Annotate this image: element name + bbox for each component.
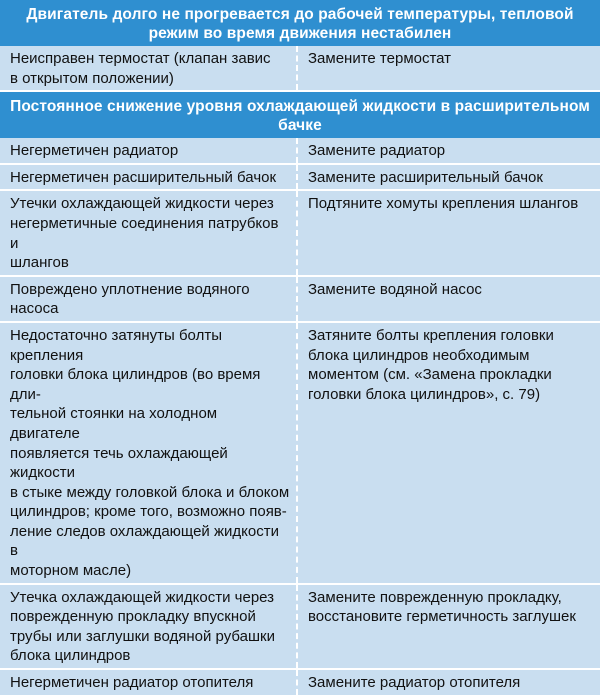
cause-cell: Повреждено уплотнение водяного насоса	[0, 277, 298, 321]
remedy-cell: Подтяните хомуты крепления шлангов	[308, 195, 579, 213]
table-row	[0, 668, 600, 695]
cause-cell: Утечка охлаждающей жидкости через поврежденную прокладку впускной трубы или заглушки водяной рубашки блока цилиндров	[0, 585, 298, 668]
section-header-coolant-loss	[0, 92, 600, 138]
cause-cell: Негерметичен радиатор	[0, 138, 298, 163]
remedy-cell: Замените термостат	[308, 50, 452, 67]
cause-cell: Утечки охлаждающей жидкости через негерметичные соединения патрубков и шлангов	[0, 191, 298, 274]
table-row	[0, 275, 600, 321]
table-row	[0, 189, 600, 274]
table-row	[0, 46, 600, 90]
remedy-cell: Затяните болты крепления головки блока цилиндров необходимым моментом (см. «Замена прокладки головки блока цилиндров», с. 79)	[308, 326, 554, 403]
cause-cell: Неисправен термостат (клапан завис в открытом положении)	[0, 46, 298, 90]
table-row	[0, 163, 600, 190]
remedy-cell: Замените радиатор отопителя	[308, 674, 521, 692]
cause-cell: Негерметичен радиатор отопителя	[0, 670, 298, 695]
section-header-text: Двигатель долго не прогревается до рабочей температуры, тепловой режим во время движения нестабилен	[26, 6, 574, 42]
remedy-cell: Замените расширительный бачок	[308, 168, 543, 186]
table-row	[0, 138, 600, 163]
remedy-cell: Замените водяной насос	[308, 280, 482, 298]
remedy-cell: Замените поврежденную прокладку, восстановите герметичность заглушек	[308, 588, 576, 626]
section-header-warmup	[0, 0, 600, 46]
cause-cell: Недостаточно затянуты болты крепления головки блока цилиндров (во время дли- тельной стоянки на холодном двигателе появляется течь охлаждающей жидкости в стыке между головкой блока и блоком цилиндров; кроме того, возможно появ- ление следов охлаждающей жидкости в моторном масле)	[0, 323, 298, 583]
remedy-cell: Замените радиатор	[308, 142, 446, 160]
table-row	[0, 583, 600, 668]
cause-cell: Негерметичен расширительный бачок	[0, 165, 298, 190]
table-row	[0, 321, 600, 583]
section-header-text: Постоянное снижение уровня охлаждающей жидкости в расширительном бачке	[10, 98, 590, 135]
